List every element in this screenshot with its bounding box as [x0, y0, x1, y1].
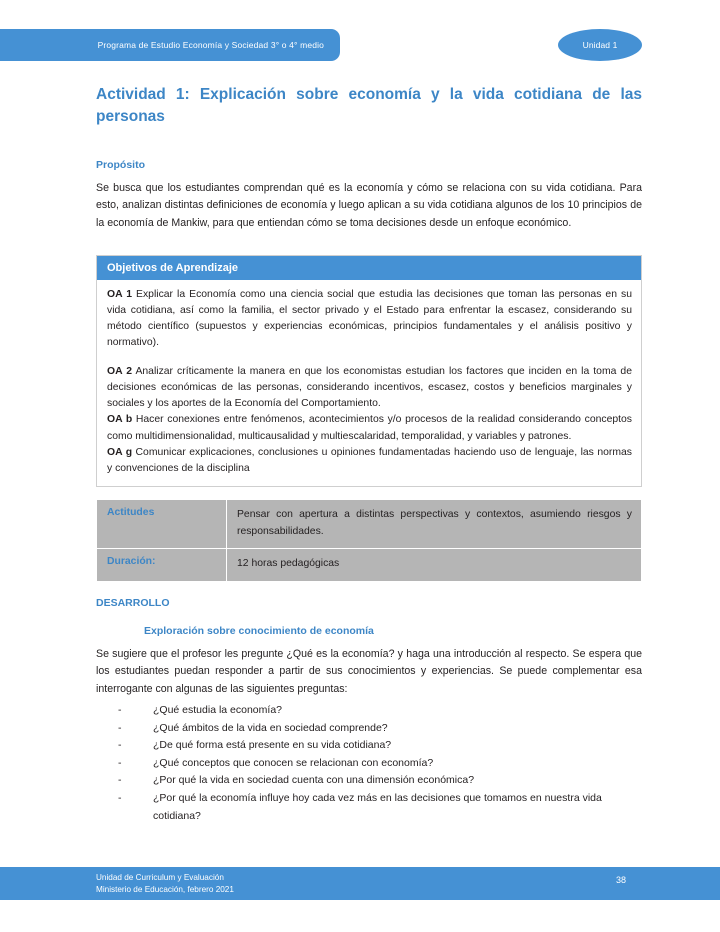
footer-line-2: Ministerio de Educación, febrero 2021 — [96, 884, 234, 894]
oa-code-2: OA 2 — [107, 365, 133, 377]
page-header — [0, 29, 720, 61]
question-list — [96, 702, 642, 825]
unit-badge-label: Unidad 1 — [582, 40, 618, 50]
list-item: - ¿Qué ámbitos de la vida en sociedad comprende? — [96, 720, 642, 738]
oa-code-1: OA 1 — [107, 288, 133, 300]
attributes-table — [96, 499, 642, 582]
proposito-heading: Propósito — [96, 159, 145, 171]
desarrollo-heading: DESARROLLO — [96, 597, 170, 610]
footer-line-1: Unidad de Curriculum y Evaluación — [96, 873, 224, 882]
attitudes-value: Pensar con apertura a distintas perspectivas y contextos, asumiendo riesgos y responsabilidades. — [227, 500, 642, 549]
learning-objectives-table — [96, 255, 642, 487]
oa-text-1: Explicar la Economía como una ciencia social que estudia las decisiones que toman las personas en su vida cotidiana, así como la familia, el sector privado y el Estado para enfrentar la escasez, considerando su método científico (supuestos y experiencias económicas, principios fundamentales y el análisis positivo y normativo). — [107, 288, 632, 349]
learning-objectives-header: Objetivos de Aprendizaje — [97, 256, 641, 280]
list-item: - ¿Por qué la economía influye hoy cada vez más en las decisiones que tomamos en nuestra vida cotidiana? — [96, 790, 642, 825]
footer-institution — [96, 872, 234, 895]
page-footer — [0, 867, 720, 900]
desarrollo-paragraph: Se sugiere que el profesor les pregunte ¿Qué es la economía? y haga una introducción al respecto. Se espera que los estudiantes puedan responder a partir de sus conocimientos y experiencias. Se puede complementar esa interrogante con algunas de las siguientes preguntas: — [96, 648, 642, 695]
list-item: - ¿Qué conceptos que conocen se relacionan con economía? — [96, 755, 642, 773]
program-label: Programa de Estudio Economía y Sociedad 3° o 4° medio — [97, 40, 324, 50]
subsection-heading: Exploración sobre conocimiento de economía — [144, 625, 374, 638]
page-number: 38 — [615, 875, 626, 885]
duration-label: Duración: — [97, 549, 227, 582]
oa-code-4: OA g — [107, 446, 133, 458]
oa-item-2 — [107, 364, 632, 413]
unit-badge — [558, 29, 642, 61]
oa-code-3: OA b — [107, 414, 133, 426]
oa-spacer — [107, 352, 632, 364]
page-content — [96, 84, 642, 825]
list-item: - ¿Por qué la vida en sociedad cuenta con una dimensión económica? — [96, 772, 642, 790]
learning-objectives-body — [97, 280, 641, 486]
list-item: - ¿De qué forma está presente en su vida cotidiana? — [96, 737, 642, 755]
oa-text-4: Comunicar explicaciones, conclusiones u opiniones fundamentadas haciendo uso de lenguaje, las normas y convenciones de la disciplina — [107, 446, 632, 474]
oa-text-2: Analizar críticamente la manera en que los economistas estudian los factores que inciden en la toma de decisiones económicas de las personas, considerando incentivos, escasez, costos y beneficios marginales y sociales y los aportes de la Economía del Comportamiento. — [107, 365, 632, 410]
program-banner — [0, 29, 340, 61]
oa-item-1 — [107, 287, 632, 352]
attitudes-label: Actitudes — [97, 500, 227, 549]
oa-text-3: Hacer conexiones entre fenómenos, acontecimientos y/o procesos de la realidad considerando conceptos como multidimensionalidad, multicausalidad y multiescalaridad, temporalidad, y variables y patrones. — [107, 414, 632, 442]
page-title: Actividad 1: Explicación sobre economía y la vida cotidiana de las personas — [96, 86, 642, 125]
oa-item-3 — [107, 412, 632, 444]
table-row — [97, 500, 642, 549]
proposito-paragraph: Se busca que los estudiantes comprendan qué es la economía y cómo se relaciona con su vida cotidiana. Para esto, analizan distintas definiciones de economía y luego aplican a su vida cotidiana algunos de los 10 principios de la economía de Mankiw, para que entiendan cómo se toma decisiones desde un enfoque económico. — [96, 182, 642, 229]
oa-item-4 — [107, 445, 632, 477]
duration-value: 12 horas pedagógicas — [227, 549, 642, 582]
list-item: - ¿Qué estudia la economía? — [96, 702, 642, 720]
table-row — [97, 549, 642, 582]
